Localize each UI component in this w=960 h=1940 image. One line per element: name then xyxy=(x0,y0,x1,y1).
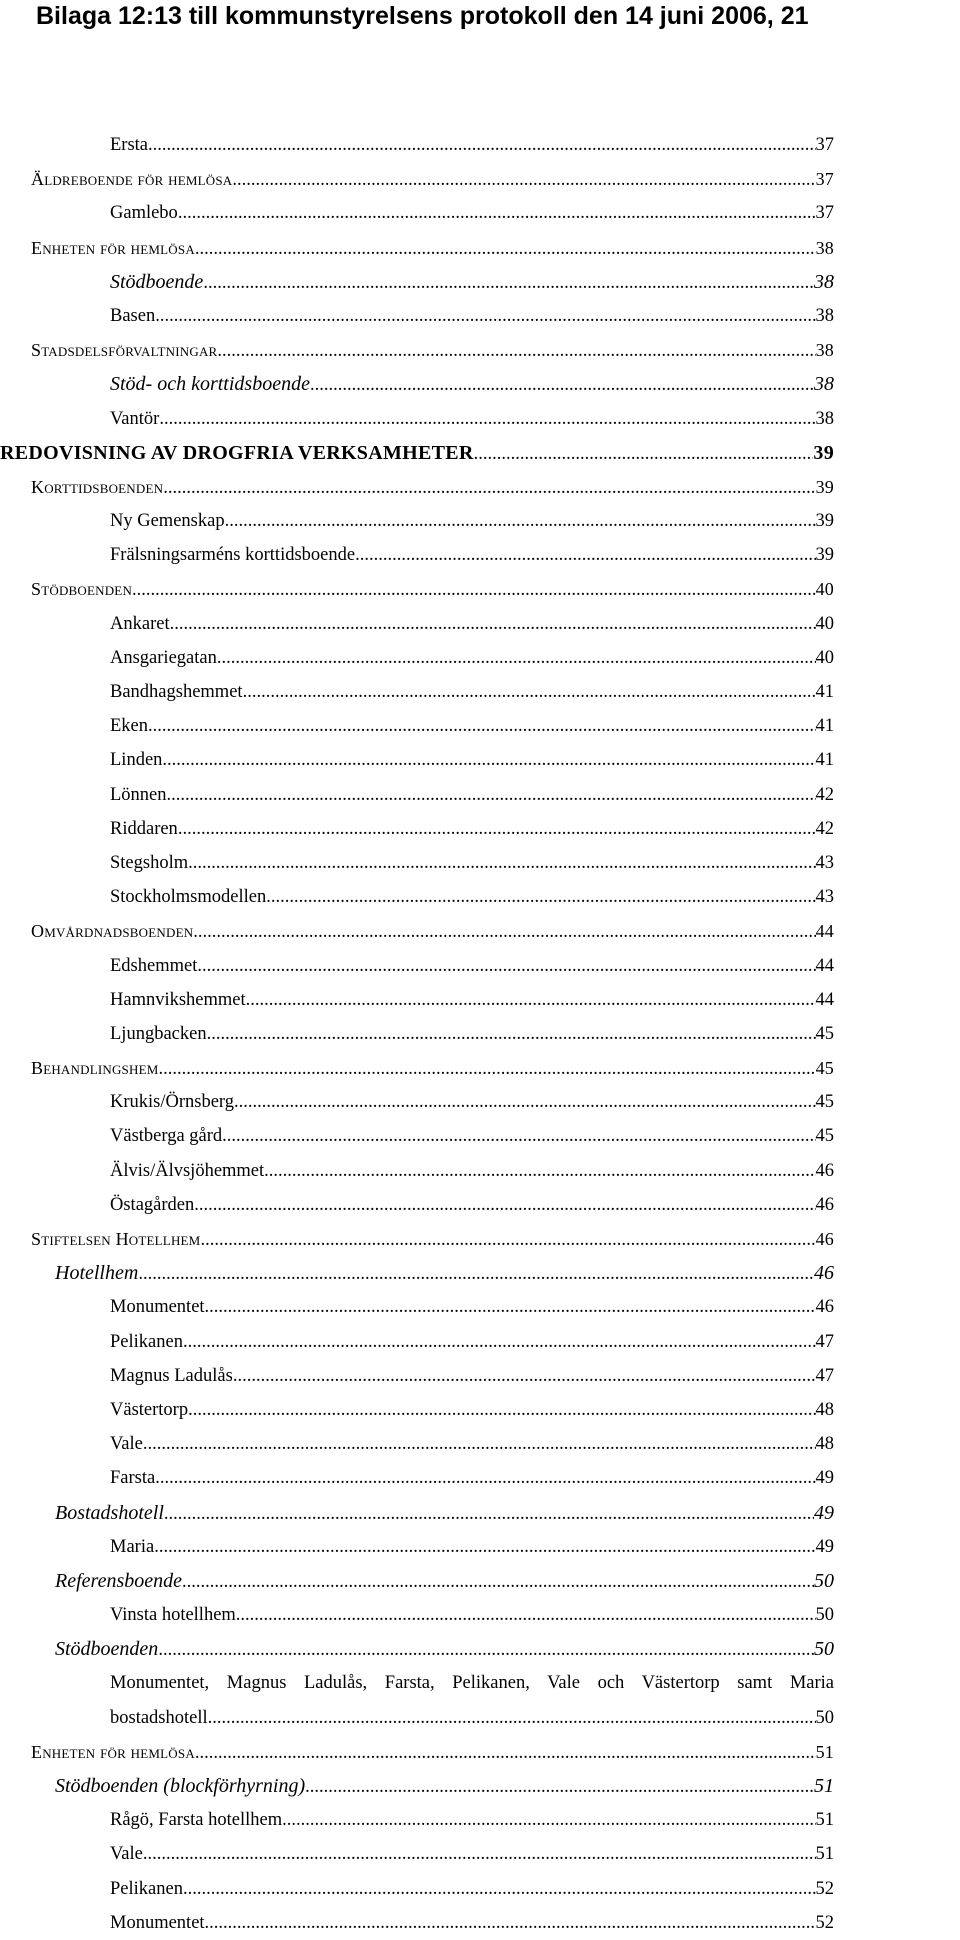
toc-entry-label: Stiftelsen Hotellhem xyxy=(31,1229,201,1249)
toc-entry-label: Monumentet xyxy=(110,1912,205,1933)
toc-row xyxy=(0,1119,960,1153)
dot-leader xyxy=(207,1017,816,1051)
toc-entry[interactable] xyxy=(110,1017,834,1051)
toc-row xyxy=(0,778,960,812)
page-header: Bilaga 12:13 till kommunstyrelsens protokoll den 14 juni 2006, 21 xyxy=(36,2,809,30)
toc-page-number: 50 xyxy=(814,1569,834,1592)
toc-entry[interactable] xyxy=(31,1735,834,1770)
toc-entry[interactable] xyxy=(110,1154,834,1188)
toc-row xyxy=(0,1666,960,1700)
toc-entry-label: Farsta xyxy=(110,1468,156,1489)
toc-entry[interactable] xyxy=(110,1393,834,1427)
dot-leader xyxy=(188,1393,815,1427)
toc-entry-label: Riddaren xyxy=(110,818,178,839)
dot-leader xyxy=(167,778,816,812)
toc-entry-label: Vantör xyxy=(110,408,160,429)
toc-entry-label: Linden xyxy=(110,750,163,771)
toc-row xyxy=(0,1906,960,1940)
toc-entry-label: Ansgariegatan xyxy=(110,647,217,668)
toc-page-number: 43 xyxy=(815,852,834,873)
toc-entry[interactable] xyxy=(110,504,834,538)
dot-leader xyxy=(225,504,816,538)
toc-row xyxy=(0,914,960,948)
toc-row xyxy=(0,1290,960,1324)
toc-entry[interactable] xyxy=(110,1290,834,1324)
toc-page-number: 37 xyxy=(815,169,834,190)
toc-row xyxy=(0,1085,960,1119)
toc-entry[interactable] xyxy=(110,880,834,914)
toc-entry-label: Edshemmet xyxy=(110,955,198,976)
toc-entry[interactable] xyxy=(110,402,834,436)
dot-leader xyxy=(183,1325,816,1359)
dot-leader xyxy=(205,1290,816,1324)
toc-row xyxy=(0,1872,960,1906)
toc-row xyxy=(0,1564,960,1598)
toc-page-number: 52 xyxy=(815,1878,834,1899)
toc-entry-label: Ny Gemenskap xyxy=(110,511,225,532)
toc-entry[interactable] xyxy=(110,1325,834,1359)
toc-row xyxy=(0,367,960,401)
toc-page-number: 47 xyxy=(815,1365,834,1386)
toc-page-number: 45 xyxy=(815,1092,834,1113)
toc-row xyxy=(0,333,960,367)
toc-row xyxy=(0,1325,960,1359)
toc-row xyxy=(0,983,960,1017)
dot-leader xyxy=(232,163,815,197)
toc-entry-label: Vale xyxy=(110,1434,143,1455)
toc-row xyxy=(0,1017,960,1051)
toc-entry[interactable] xyxy=(110,778,834,812)
toc-row xyxy=(0,162,960,196)
toc-entry[interactable] xyxy=(31,914,834,949)
toc-row xyxy=(0,1051,960,1085)
toc-entry-label: Lönnen xyxy=(110,784,167,805)
toc-page-number: 40 xyxy=(815,613,834,634)
toc-entry-label: Krukis/Örnsberg xyxy=(110,1092,235,1113)
toc-page-number: 38 xyxy=(815,340,834,361)
toc-page-number: 45 xyxy=(815,1023,834,1044)
toc-row xyxy=(0,675,960,709)
toc-page-number: 50 xyxy=(815,1605,834,1626)
toc-entry-label: Vale xyxy=(110,1844,143,1865)
toc-entry-label: Stadsdelsförvaltningar xyxy=(31,340,218,361)
toc-row xyxy=(0,709,960,743)
toc-entry[interactable] xyxy=(110,299,834,333)
dot-leader xyxy=(355,538,815,572)
toc-entry[interactable] xyxy=(110,538,834,572)
toc-page-number: 38 xyxy=(815,237,834,258)
toc-row xyxy=(0,1359,960,1393)
toc-row xyxy=(0,949,960,983)
toc-row xyxy=(0,1154,960,1188)
toc-page-number: 46 xyxy=(815,1297,834,1318)
toc-page-number: 51 xyxy=(815,1810,834,1831)
toc-entry[interactable] xyxy=(110,1803,834,1837)
toc-page-number: 38 xyxy=(814,373,834,396)
toc-entry[interactable] xyxy=(0,436,834,471)
dot-leader xyxy=(264,1154,815,1188)
toc-page-number: 40 xyxy=(815,579,834,600)
dot-leader xyxy=(148,128,815,162)
toc-entry[interactable] xyxy=(110,1530,834,1564)
toc-page-number: 39 xyxy=(815,476,834,497)
toc-row xyxy=(0,470,960,504)
toc-entry-label: Gamlebo xyxy=(110,203,178,224)
toc-entry[interactable] xyxy=(110,265,834,300)
toc-page-number: 46 xyxy=(815,1194,834,1215)
toc-entry[interactable] xyxy=(31,1051,834,1086)
toc-entry-label: Hotellhem xyxy=(55,1262,139,1285)
toc-page-number: 48 xyxy=(815,1399,834,1420)
toc-entry-label: Stödboenden (blockförhyrning) xyxy=(55,1775,306,1797)
toc-entry[interactable] xyxy=(110,949,834,983)
toc-row xyxy=(0,1461,960,1495)
toc-entry[interactable] xyxy=(110,709,834,743)
toc-entry[interactable] xyxy=(110,641,834,675)
toc-entry-label: Monumentet, Magnus Ladulås, Farsta, Pelikanen, Vale och Västertorp samt Maria xyxy=(110,1673,834,1694)
dot-leader xyxy=(155,299,815,333)
dot-leader xyxy=(305,1770,814,1804)
toc-row xyxy=(0,1598,960,1632)
dot-leader xyxy=(170,607,816,641)
toc-row xyxy=(0,1530,960,1564)
dot-leader xyxy=(208,1701,816,1735)
toc-entry-label: Stöd- och korttidsboende xyxy=(110,373,310,396)
dot-leader xyxy=(234,1085,815,1119)
dot-leader xyxy=(148,709,815,743)
toc-row xyxy=(0,641,960,675)
toc-row xyxy=(0,1188,960,1222)
toc-page-number: 47 xyxy=(815,1331,834,1352)
toc-entry[interactable] xyxy=(31,162,834,197)
toc-row xyxy=(0,880,960,914)
dot-leader xyxy=(217,641,816,675)
toc-entry-label: Rågö, Farsta hotellhem xyxy=(110,1810,283,1831)
toc-page-number: 45 xyxy=(815,1058,834,1079)
toc-page-number: 50 xyxy=(814,1638,834,1661)
dot-leader xyxy=(266,880,815,914)
toc-entry-label: Stödboenden xyxy=(31,579,133,600)
toc-entry[interactable] xyxy=(110,1119,834,1153)
toc-row xyxy=(0,1803,960,1837)
dot-leader xyxy=(474,437,814,471)
toc-entry-label: REDOVISNING AV DROGFRIA VERKSAMHETER xyxy=(0,441,474,464)
toc-entry-label: Västertorp xyxy=(110,1399,189,1420)
toc-row xyxy=(0,1632,960,1666)
toc-entry-label: Bostadshotell xyxy=(55,1501,164,1524)
dot-leader xyxy=(158,1633,814,1667)
toc-entry[interactable] xyxy=(110,846,834,880)
toc-page-number: 45 xyxy=(815,1126,834,1147)
dot-leader xyxy=(188,846,815,880)
toc-row xyxy=(0,812,960,846)
dot-leader xyxy=(158,1052,815,1086)
toc-entry[interactable] xyxy=(55,1564,834,1599)
toc-row xyxy=(0,196,960,230)
toc-entry[interactable] xyxy=(31,333,834,368)
toc-entry-label: Ersta xyxy=(110,135,149,155)
dot-leader xyxy=(282,1803,815,1837)
toc-entry-label: Eken xyxy=(110,716,149,737)
toc-entry-label: Stödboende xyxy=(110,270,204,293)
toc-entry[interactable] xyxy=(110,743,834,777)
toc-entry[interactable] xyxy=(110,607,834,641)
toc-page-number: 38 xyxy=(815,408,834,429)
toc-page-number: 39 xyxy=(815,545,834,566)
toc-entry-label: Frälsningsarméns korttidsboende xyxy=(110,545,356,566)
toc-entry-label: Behandlingshem xyxy=(31,1058,159,1079)
toc-entry[interactable] xyxy=(110,367,834,402)
toc-entry[interactable] xyxy=(110,1359,834,1393)
toc-entry-label: bostadshotell xyxy=(110,1707,208,1728)
toc-page-number: 49 xyxy=(815,1536,834,1557)
dot-leader xyxy=(236,1598,816,1632)
dot-leader xyxy=(246,983,816,1017)
dot-leader xyxy=(178,812,816,846)
toc-page-number: 46 xyxy=(815,1229,834,1249)
dot-leader xyxy=(143,1427,816,1461)
toc-entry[interactable] xyxy=(110,1598,834,1632)
toc-entry[interactable] xyxy=(110,1701,834,1735)
toc-row xyxy=(0,402,960,436)
toc-entry[interactable] xyxy=(31,572,834,607)
toc-page-number: 38 xyxy=(815,305,834,326)
toc-page-number: 44 xyxy=(815,989,834,1010)
toc-entry-label: Ljungbacken xyxy=(110,1023,207,1044)
toc-entry-label: Västberga gård xyxy=(110,1126,223,1147)
toc-page-number: 46 xyxy=(815,1160,834,1181)
toc-entry[interactable] xyxy=(110,812,834,846)
toc-row xyxy=(0,1769,960,1803)
toc-entry[interactable] xyxy=(110,1085,834,1119)
toc-page-number: 49 xyxy=(814,1501,834,1524)
dot-leader xyxy=(233,1359,816,1393)
toc-row xyxy=(0,846,960,880)
toc-row xyxy=(0,504,960,538)
dot-leader xyxy=(217,334,815,368)
toc-entry-label: Enheten för hemlösa xyxy=(31,1741,195,1762)
toc-row xyxy=(0,231,960,265)
toc-page-number: 39 xyxy=(815,511,834,532)
toc-row xyxy=(0,1496,960,1530)
dot-leader xyxy=(205,1906,816,1940)
dot-leader xyxy=(163,471,815,505)
toc-entry-label: Pelikanen xyxy=(110,1331,183,1352)
toc-entry-label: Magnus Ladulås xyxy=(110,1365,233,1386)
toc-entry[interactable] xyxy=(31,1222,834,1257)
toc-entry[interactable] xyxy=(110,1427,834,1461)
toc-entry[interactable] xyxy=(31,470,834,505)
toc-entry[interactable] xyxy=(110,1906,834,1940)
toc-page-number: 41 xyxy=(815,716,834,737)
dot-leader xyxy=(154,1530,815,1564)
toc-entry[interactable] xyxy=(55,1632,834,1667)
dot-leader xyxy=(159,402,815,436)
toc-entry-label: Stockholmsmodellen xyxy=(110,887,267,908)
toc-row xyxy=(0,572,960,606)
toc-row xyxy=(0,1222,960,1256)
toc-entry-label: Hamnvikshemmet xyxy=(110,989,246,1010)
toc-row xyxy=(0,1427,960,1461)
dot-leader xyxy=(222,1119,815,1153)
toc-entry[interactable] xyxy=(110,1837,834,1871)
toc-entry-label: Referensboende xyxy=(55,1569,182,1592)
toc-entry-label: Stegsholm xyxy=(110,852,189,873)
toc-entry[interactable] xyxy=(110,675,834,709)
toc-entry[interactable] xyxy=(110,128,834,162)
toc-entry[interactable] xyxy=(55,1496,834,1531)
toc-page-number: 52 xyxy=(815,1912,834,1933)
toc-entry-label: Enheten för hemlösa xyxy=(31,237,195,258)
dot-leader xyxy=(183,1872,816,1906)
toc-entry[interactable] xyxy=(110,1872,834,1906)
dot-leader xyxy=(193,915,815,949)
toc-entry-label: Stödboenden xyxy=(55,1638,159,1661)
toc-entry[interactable] xyxy=(31,231,834,266)
toc-page-number: 37 xyxy=(815,135,834,155)
toc-row xyxy=(0,128,960,162)
toc-row xyxy=(0,265,960,299)
toc-entry[interactable] xyxy=(110,983,834,1017)
toc-page-number: 51 xyxy=(815,1844,834,1865)
toc-page-number: 50 xyxy=(815,1707,834,1728)
toc-entry-label: Pelikanen xyxy=(110,1878,183,1899)
toc-entry-label: Vinsta hotellhem xyxy=(110,1605,236,1626)
toc-page-number: 49 xyxy=(815,1468,834,1489)
toc-page-number: 43 xyxy=(815,887,834,908)
toc-row xyxy=(0,1701,960,1735)
dot-leader xyxy=(243,675,816,709)
toc-row xyxy=(0,1393,960,1427)
toc-entry-label: Bandhagshemmet xyxy=(110,682,243,702)
toc-page-number: 44 xyxy=(815,921,834,942)
toc-page-number: 44 xyxy=(815,955,834,976)
toc-entry-label: Maria xyxy=(110,1536,155,1557)
toc-entry-label: Älvis/Älvsjöhemmet xyxy=(110,1160,265,1181)
toc-page-number: 38 xyxy=(814,270,834,293)
toc-entry-label: Omvårdnadsboenden xyxy=(31,921,194,942)
toc-entry-label: Äldreboende för hemlösa xyxy=(31,169,233,190)
dot-leader xyxy=(132,573,816,607)
dot-leader xyxy=(195,232,816,266)
toc-entry-label: Basen xyxy=(110,305,156,326)
toc-entry[interactable] xyxy=(55,1769,834,1804)
toc-row xyxy=(0,1256,960,1290)
toc-row xyxy=(0,1837,960,1871)
dot-leader xyxy=(143,1837,816,1871)
dot-leader xyxy=(310,368,814,402)
toc-entry-label: Östagården xyxy=(110,1194,195,1215)
toc-row xyxy=(0,299,960,333)
toc-page-number: 41 xyxy=(815,682,834,702)
toc-entry[interactable] xyxy=(55,1256,834,1291)
toc-page-number: 42 xyxy=(815,818,834,839)
toc-entry-label: Korttidsboenden xyxy=(31,476,164,497)
toc-entry-label: Monumentet xyxy=(110,1297,205,1318)
dot-leader xyxy=(197,949,815,983)
toc-page-number: 46 xyxy=(814,1262,834,1285)
toc-row xyxy=(0,607,960,641)
toc-page-number: 51 xyxy=(814,1775,834,1797)
toc-page-number: 41 xyxy=(815,750,834,771)
dot-leader xyxy=(164,1497,814,1531)
dot-leader xyxy=(203,266,814,300)
toc-page-number: 48 xyxy=(815,1434,834,1455)
dot-leader xyxy=(200,1223,815,1257)
toc-page-number: 37 xyxy=(815,203,834,224)
dot-leader xyxy=(182,1565,814,1599)
table-of-contents xyxy=(0,128,960,1940)
toc-page-number: 42 xyxy=(815,784,834,805)
toc-row xyxy=(0,743,960,777)
toc-entry-label: Ankaret xyxy=(110,613,170,634)
toc-page-number: 39 xyxy=(813,441,834,464)
dot-leader xyxy=(162,743,815,777)
toc-row xyxy=(0,1735,960,1769)
toc-entry[interactable] xyxy=(110,196,834,230)
toc-entry[interactable] xyxy=(110,1461,834,1495)
dot-leader xyxy=(138,1257,814,1291)
dot-leader xyxy=(178,196,816,230)
dot-leader xyxy=(155,1461,815,1495)
toc-page-number: 40 xyxy=(815,647,834,668)
dot-leader xyxy=(195,1736,816,1770)
dot-leader xyxy=(194,1188,815,1222)
toc-entry[interactable] xyxy=(110,1188,834,1222)
toc-row xyxy=(0,538,960,572)
toc-page-number: 51 xyxy=(815,1741,834,1762)
toc-row xyxy=(0,436,960,470)
